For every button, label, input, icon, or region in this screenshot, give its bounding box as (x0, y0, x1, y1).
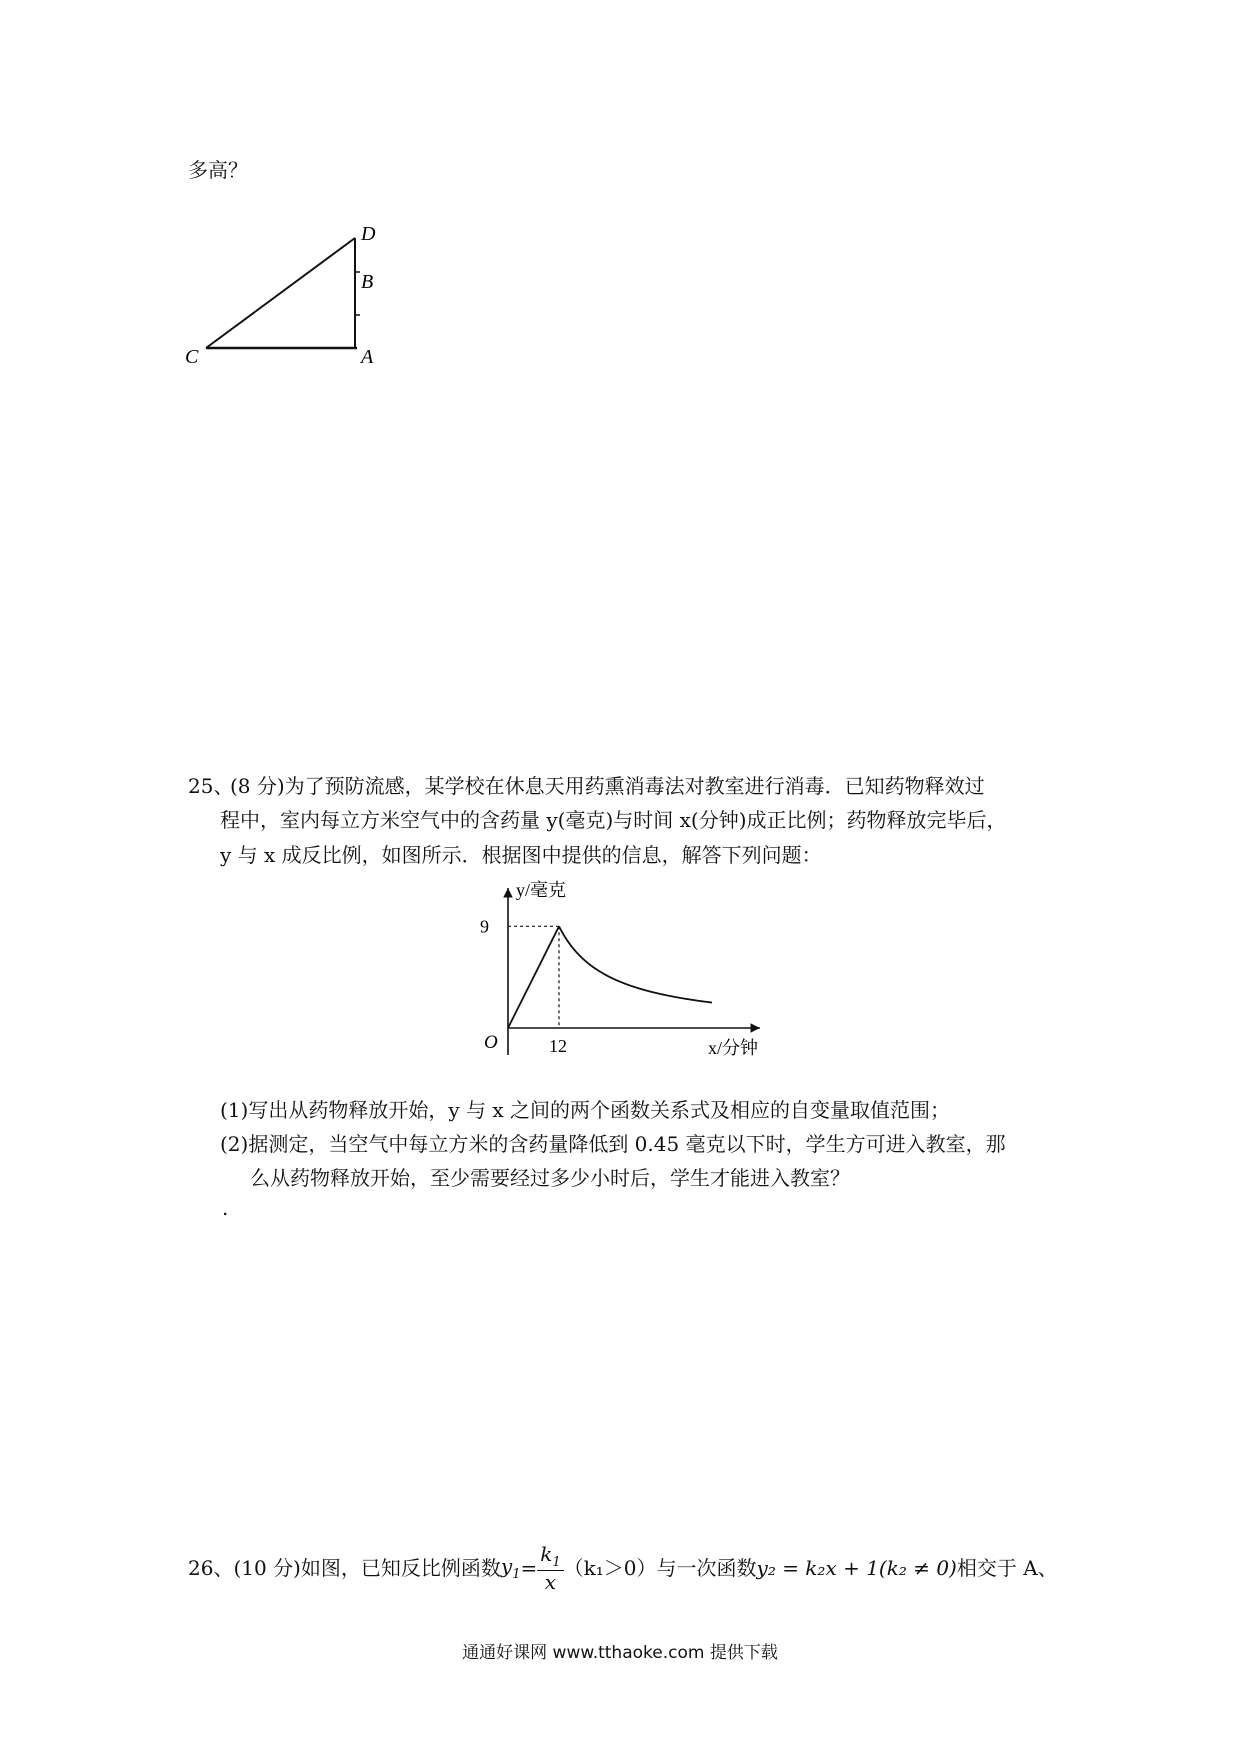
series-inverse-curve (559, 926, 712, 1002)
q25-sub1: (1)写出从药物释放开始，y 与 x 之间的两个函数关系式及相应的自变量取值范围； (220, 1098, 950, 1122)
series-proportional-line (508, 926, 559, 1028)
y-axis-label: y/毫克 (516, 880, 567, 900)
q26-number: 26、 (188, 1556, 234, 1581)
label-d: D (361, 223, 376, 245)
q25-sub2-line1: (2)据测定，当空气中每立方米的含药量降低到 0.45 毫克以下时，学生方可进入教室，那 (220, 1132, 1006, 1156)
label-a: A (361, 346, 374, 365)
footer-source: 通通好课网 www.tthaoke.com 提供下载 (462, 1643, 778, 1663)
q25-line2: 程中，室内每立方米空气中的含药量 y(毫克)与时间 x(分钟)成正比例；药物释放完毕后， (220, 808, 1007, 832)
question-fragment: 多高？ (188, 158, 248, 182)
x-tick-label-12: 12 (549, 1036, 567, 1056)
x-axis-label: x/分钟 (708, 1038, 759, 1058)
label-c: C (185, 346, 199, 365)
y-tick-label-9: 9 (480, 916, 489, 937)
q26-tail: 相交于 A、 (956, 1556, 1058, 1581)
q25-sub2-line2: 么从药物释放开始，至少需要经过多少小时后，学生才能进入教室？ (250, 1166, 850, 1190)
q26-condition: （k₁＞0）与一次函数 (563, 1556, 757, 1581)
q25-number: 25、 (188, 774, 234, 798)
label-b: B (361, 271, 374, 293)
q26-y1: $y_1$ (500, 1553, 521, 1582)
q25-trailing-dot: . (222, 1196, 229, 1220)
origin-label: O (484, 1032, 498, 1053)
triangle-figure (185, 220, 385, 365)
q26-fraction: $\frac{k_1}{x}$ (537, 1543, 563, 1593)
q25-line3: y 与 x 成反比例，如图所示．根据图中提供的信息，解答下列问题： (220, 843, 822, 867)
q26-line (188, 1543, 1058, 1593)
q26-equals: = (520, 1556, 538, 1581)
decay-chart (460, 880, 780, 1065)
q25-line1: (8 分)为了预防流感，某学校在休息天用药熏消毒法对教室进行消毒．已知药物释效过 (230, 774, 985, 798)
q26-lead: (10 分)如图，已知反比例函数 (233, 1556, 501, 1581)
q26-linear-function: y₂ = k₂x + 1(k₂ ≠ 0) (756, 1556, 957, 1581)
segment-cd (206, 238, 355, 348)
